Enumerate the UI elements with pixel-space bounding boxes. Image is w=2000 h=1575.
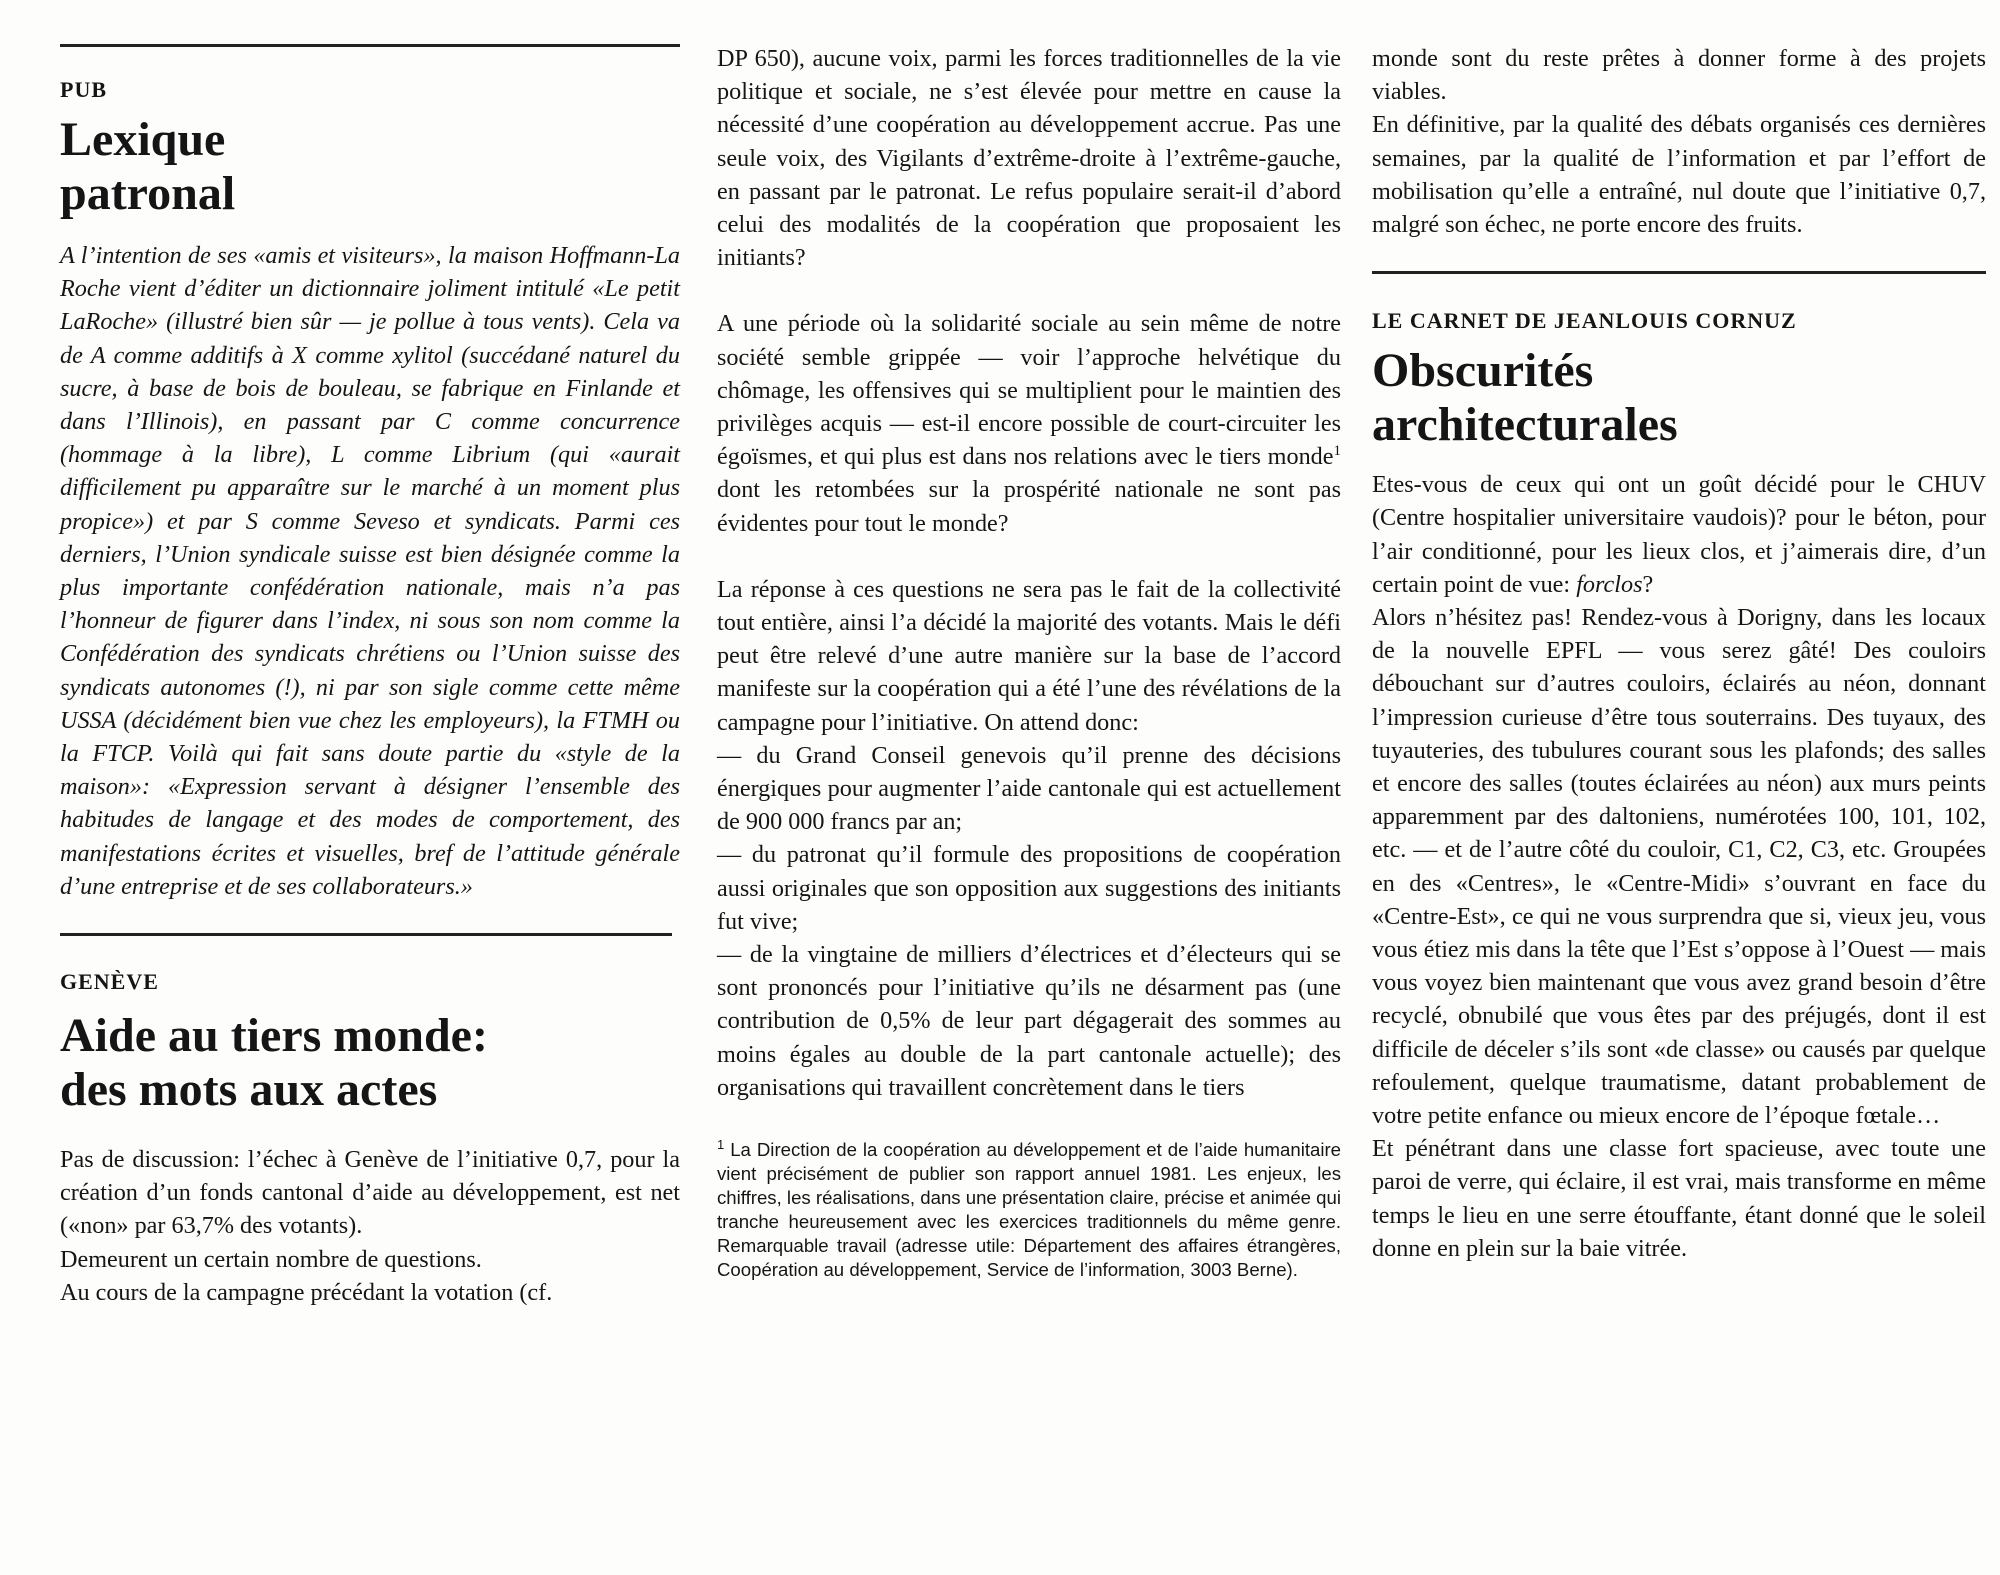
pub-headline xyxy=(60,113,680,221)
paragraph-text: Etes-vous de ceux qui ont un goût décidé pour le CHUV (Centre hospitalier universitaire vaudois)? pour le béton, pour l’air conditionné, pour les lieux clos, et j’aimerais dire, d’un certain point de vue: xyxy=(1372,471,1986,598)
pub-kicker: PUB xyxy=(60,77,107,102)
paragraph: Alors n’hésitez pas! Rendez-vous à Dorigny, dans les locaux de la nouvelle EPFL — vous serez gâté! Des couloirs débouchant sur d’autres couloirs, éclairés au néon, donnant l’impression curieuse d’être tous souterrains. Des tuyaux, des tuyauteries, des tubulures courant sous les plafonds; des salles et encore des salles (toutes éclairées au néon) aux murs peints apparemment par des daltoniens, numérotées 100, 101, 102, etc. — et de l’autre côté du couloir, C1, C2, C3, etc. Groupées en des «Centres», le «Centre-Midi» s’ouvrant en face du «Centre-Est», ce qui ne vous surprendra que si, vieux jeu, vous vous étiez mis dans la tête que l’Est s’oppose à l’Ouest — mais vous voyez bien maintenant que vous avez grand besoin d’être recyclé, obnubilé que vous êtes par des préjugés, dont il est difficile de déceler s’ils sont «de classe» ou causés par quelque refoulement, quelque traumatisme, datant probablement de votre petite enfance ou mieux encore de l’époque fœtale… xyxy=(1372,604,1986,1130)
geneve-kicker: GENÈVE xyxy=(60,969,159,995)
paragraph: En définitive, par la qualité des débats organisés ces dernières semaines, par la qualité de l’information et par l’effort de mobilisation qu’elle a entraîné, nul doute que l’initiative 0,7, malgré son échec, ne porte encore des fruits. xyxy=(1372,111,1986,239)
geneve-headline-line-1: Aide au tiers monde: xyxy=(60,1009,488,1063)
geneve-article-end xyxy=(1372,42,1986,241)
geneve-article-continued xyxy=(717,42,1341,1104)
geneve-headline-line-2: des mots aux actes xyxy=(60,1063,438,1117)
section-divider xyxy=(60,933,672,936)
paragraph xyxy=(717,307,1341,539)
pub-headline-line-2: patronal xyxy=(60,167,236,220)
paragraph: Et pénétrant dans une classe fort spacieuse, avec toute une paroi de verre, qui éclaire, il est vrai, mais transforme en même temps le lieu en une serre étouffante, étant donné que le soleil donne en plein sur la baie vitrée. xyxy=(1372,1135,1986,1262)
footnote-number: 1 xyxy=(717,1136,725,1152)
section-divider xyxy=(60,44,680,47)
column-right xyxy=(1372,0,1986,1265)
geneve-paragraph: Pas de discussion: l’échec à Genève de l’initiative 0,7, pour la création d’un fonds cantonal d’aide au développement, est net («non» par 63,7% des votants). xyxy=(60,1146,680,1240)
pub-article-body: A l’intention de ses «amis et visiteurs», la maison Hoffmann-La Roche vient d’éditer un dictionnaire joliment intitulé «Le petit LaRoche» (illustré bien sûr — je pollue à tous vents). Cela va de A comme additifs à X comme xylitol (succédané naturel du sucre, à base de bois de bouleau, se fabrique en Finlande et dans l’Illinois), en passant par C comme concurrence (hommage à la libre), L comme Librium (qui «aurait difficilement pu apparaître sur le marché à un moment plus propice») et par S comme Seveso et syndicats. Parmi ces derniers, l’Union syndicale suisse est bien désignée comme la plus importante confédération nationale, mais n’a pas l’honneur de figurer dans l’index, ni sous son nom comme la Confédération des syndicats chrétiens ou l’Union suisse des syndicats autonomes (!), ni par son sigle comme cette même USSA (décidément bien vue chez les employeurs), la FTMH ou la FTCP. Voilà qui fait sans doute partie du «style de la maison»: «Expression servant à désigner l’ensemble des habitudes de langage et des modes de comportement, des manifestations écrites et visuelles, bref de l’attitude générale d’une entreprise et de ses collaborateurs.» xyxy=(60,242,680,900)
paragraph-text: dont les retombées sur la prospérité nationale ne sont pas évidentes pour tout le monde? xyxy=(717,476,1341,537)
geneve-paragraph: Au cours de la campagne précédant la votation (cf. xyxy=(60,1278,553,1306)
emphasis-text: forclos xyxy=(1576,570,1643,598)
footnote xyxy=(717,1138,1341,1282)
footnote-text: La Direction de la coopération au développement et de l’aide humanitaire vient précisément de publier son rapport annuel 1981. Les enjeux, les chiffres, les réalisations, dans une présentation claire, précise et animée qui tranche heureusement avec les exercices traditionnels du même genre. Remarquable travail (adresse utile: Département des affaires étrangères, Coopération au développement, Service de l’information, 3003 Berne). xyxy=(717,1139,1341,1281)
section-divider xyxy=(1372,271,1986,274)
column-middle xyxy=(717,0,1341,1282)
carnet-headline xyxy=(1372,344,1986,452)
carnet-headline-line-2: architecturales xyxy=(1372,398,1678,452)
paragraph-text: A une période où la solidarité sociale au sein même de notre société semble grippée — voir l’approche helvétique du chômage, les offensives qui se multiplient pour le maintien des privilèges acquis — est-il encore possible de court-circuiter les égoïsmes, et qui plus est dans nos relations avec le tiers monde xyxy=(717,310,1341,471)
geneve-headline xyxy=(60,1009,680,1117)
carnet-article-body xyxy=(1372,468,1986,1265)
paragraph-text: ? xyxy=(1642,570,1654,598)
paragraph xyxy=(1372,468,1986,601)
geneve-article-body xyxy=(60,1143,680,1309)
carnet-headline-line-1: Obscurités xyxy=(1372,344,1594,398)
geneve-paragraph: Demeurent un certain nombre de questions. xyxy=(60,1245,482,1273)
carnet-kicker: LE CARNET DE JEANLOUIS CORNUZ xyxy=(1372,308,1797,334)
paragraph: monde sont du reste prêtes à donner forme à des projets viables. xyxy=(1372,45,1986,106)
footnote-reference: 1 xyxy=(1333,443,1341,460)
paragraph: DP 650), aucune voix, parmi les forces traditionnelles de la vie politique et sociale, ne s’est élevée pour mettre en cause la nécessité d’une coopération au développement accrue. Pas une seule voix, des Vigilants d’extrême-droite à l’extrême-gauche, en passant par le patronat. Le refus populaire serait-il d’abord celui des modalités de la coopération que proposaient les initiants? xyxy=(717,45,1341,272)
paragraph: La réponse à ces questions ne sera pas le fait de la collectivité tout entière, ainsi l’a décidé la majorité des votants. Mais le défi peut être relevé d’une autre manière sur la base de l’accord manifeste sur la coopération qui a été l’une des révélations de la campagne pour l’initiative. On attend donc: xyxy=(717,575,1341,736)
paragraph: — du Grand Conseil genevois qu’il prenne des décisions énergiques pour augmenter l’aide cantonale qui est actuellement de 900 000 francs par an; xyxy=(717,741,1341,836)
column-left xyxy=(60,0,680,1309)
paragraph: — du patronat qu’il formule des propositions de coopération aussi originales que son opposition aux suggestions des initiants fut vive; xyxy=(717,841,1341,935)
paragraph: — de la vingtaine de milliers d’électrices et d’électeurs qui se sont prononcés pour l’initiative qu’ils ne désarment pas (une contribution de 0,5% de leur part dégagerait des sommes au moins égales au double de la part cantonale actuelle); des organisations qui travaillent concrètement dans le tiers xyxy=(717,941,1341,1101)
pub-headline-line-1: Lexique xyxy=(60,113,226,166)
